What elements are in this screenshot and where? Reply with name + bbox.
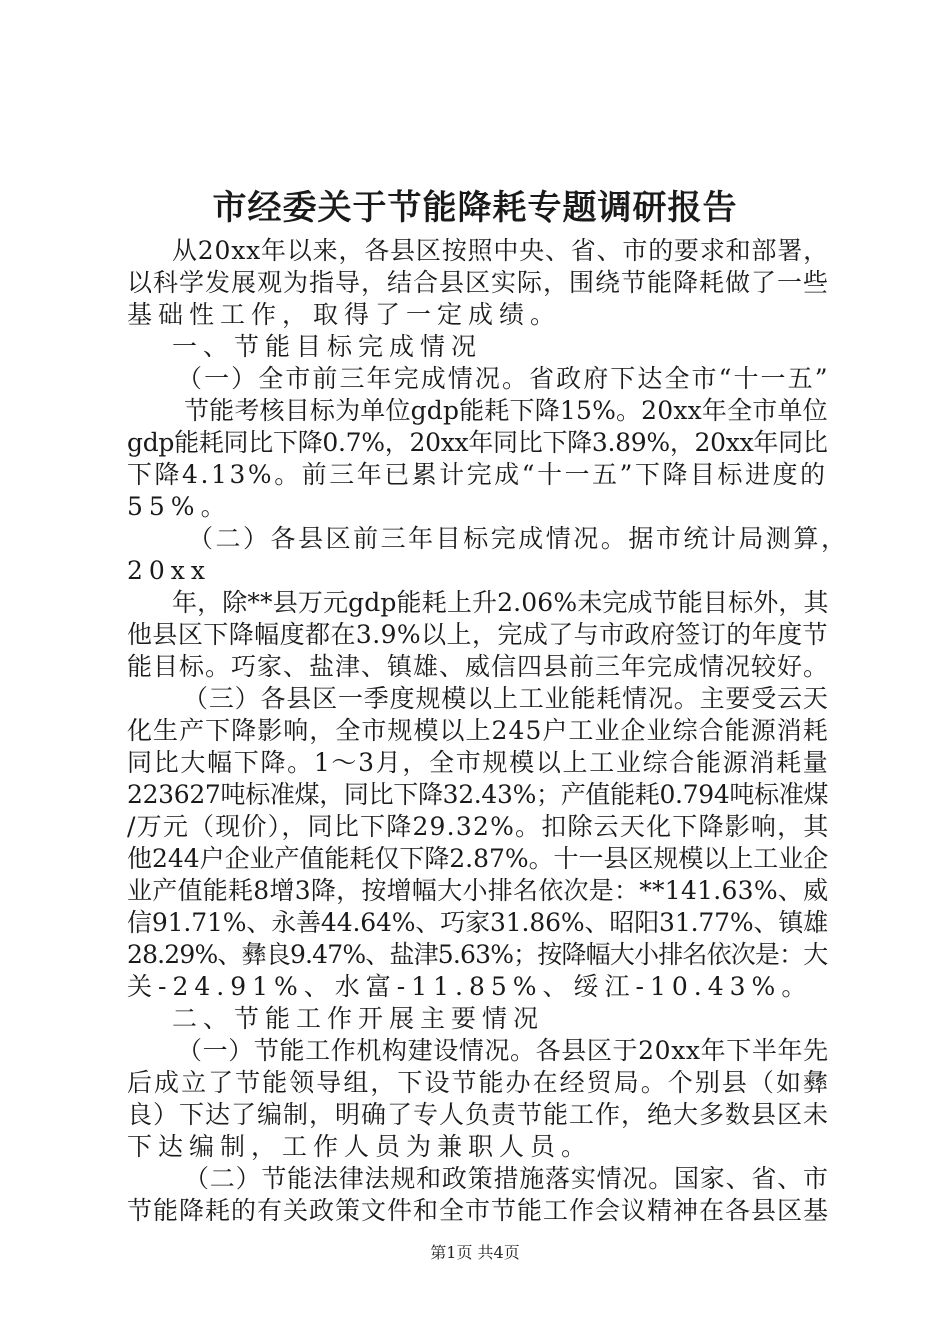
paragraph-line: 下降4.13%。前三年已累计完成“十一五”下降目标进度的 bbox=[127, 460, 828, 489]
section-heading: 二、节能工作开展主要情况 bbox=[172, 1004, 545, 1033]
paragraph-line: /万元（现价），同比下降29.32%。扣除云天化下降影响，其 bbox=[127, 812, 830, 841]
paragraph-line: 以科学发展观为指导，结合县区实际，围绕节能降耗做了一些 bbox=[127, 268, 830, 297]
paragraph-line: 28.29%、彝良9.47%、盐津5.63%；按降幅大小排名依次是：大 bbox=[127, 940, 828, 969]
page-footer: 第1页 共4页 bbox=[430, 1243, 520, 1262]
paragraph-line: 年，除**县万元gdp能耗上升2.06%未完成节能目标外，其 bbox=[172, 588, 829, 617]
paragraph-line: 节能降耗的有关政策文件和全市节能工作会议精神在各县区基 bbox=[127, 1196, 830, 1225]
paragraph-line: 从20xx年以来，各县区按照中央、省、市的要求和部署， bbox=[172, 236, 829, 265]
paragraph-line: 他县区下降幅度都在3.9%以上，完成了与市政府签订的年度节 bbox=[127, 620, 828, 649]
document-title: 市经委关于节能降耗专题调研报告 bbox=[212, 188, 738, 228]
paragraph-line: 223627吨标准煤，同比下降32.43%；产值能耗0.794吨标准煤 bbox=[127, 780, 829, 809]
paragraph-line: 信91.71%、永善44.64%、巧家31.86%、昭阳31.77%、镇雄 bbox=[127, 908, 829, 937]
paragraph-line: 20xx bbox=[127, 556, 212, 585]
paragraph-line: 下达编制，工作人员为兼职人员。 bbox=[127, 1132, 593, 1161]
paragraph-line: 业产值能耗8增3降，按增幅大小排名依次是：**141.63%、威 bbox=[127, 876, 829, 905]
paragraph-line: （一）全市前三年完成情况。省政府下达全市“十一五” bbox=[177, 364, 830, 393]
paragraph-line: 节能考核目标为单位gdp能耗下降15%。20xx年全市单位 bbox=[184, 396, 828, 425]
paragraph-line: （一）节能工作机构建设情况。各县区于20xx年下半年先 bbox=[177, 1036, 829, 1065]
paragraph-line: 55%。 bbox=[127, 492, 232, 521]
paragraph-line: 化生产下降影响，全市规模以上245户工业企业综合能源消耗 bbox=[127, 716, 829, 745]
paragraph-line: （二）节能法律法规和政策措施落实情况。国家、省、市 bbox=[184, 1164, 829, 1193]
section-heading: 一、节能目标完成情况 bbox=[172, 332, 483, 361]
paragraph-line: （三）各县区一季度规模以上工业能耗情况。主要受云天 bbox=[183, 684, 829, 713]
paragraph-line: 后成立了节能领导组，下设节能办在经贸局。个别县（如彝 bbox=[127, 1068, 831, 1097]
paragraph-line: 能目标。巧家、盐津、镇雄、威信四县前三年完成情况较好。 bbox=[127, 652, 830, 681]
paragraph-line: 良）下达了编制，明确了专人负责节能工作，绝大多数县区未 bbox=[127, 1100, 830, 1129]
paragraph-line: 关-24.91%、水富-11.85%、绥江-10.43%。 bbox=[127, 972, 813, 1001]
paragraph-line: gdp能耗同比下降0.7%，20xx年同比下降3.89%，20xx年同比 bbox=[127, 428, 828, 457]
paragraph-line: （二）各县区前三年目标完成情况。据市统计局测算， bbox=[188, 524, 849, 553]
paragraph-line: 基础性工作，取得了一定成绩。 bbox=[127, 300, 562, 329]
paragraph-line: 同比大幅下降。1～3月，全市规模以上工业综合能源消耗量 bbox=[127, 748, 830, 777]
paragraph-line: 他244户企业产值能耗仅下降2.87%。十一县区规模以上工业企 bbox=[127, 844, 829, 873]
